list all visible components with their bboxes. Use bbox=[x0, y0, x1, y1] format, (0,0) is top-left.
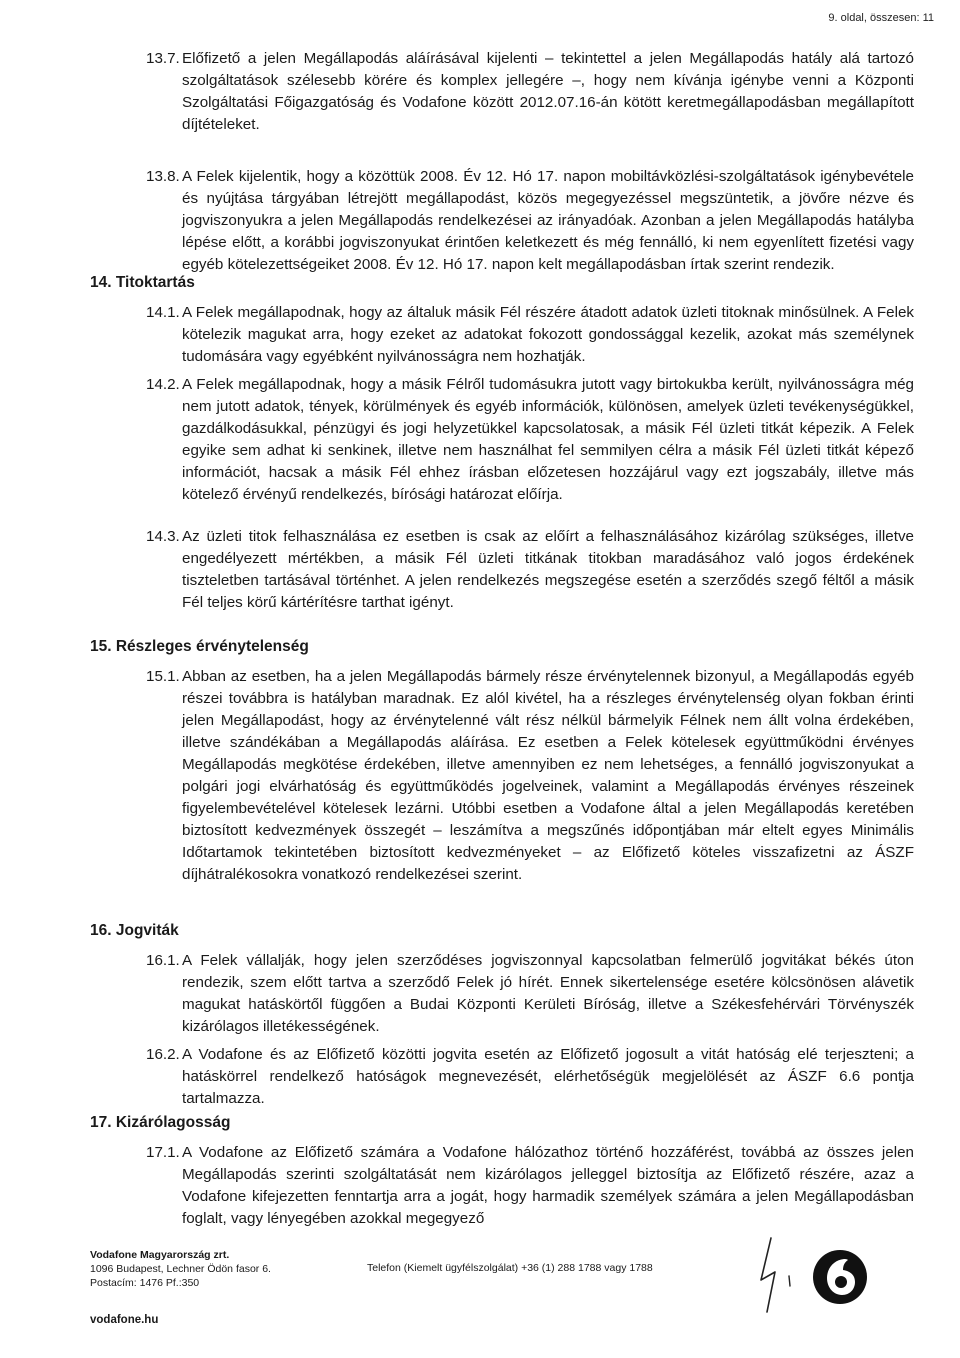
clause-17-1 bbox=[146, 1142, 914, 1230]
clause-text: Az üzleti titok felhasználása ez esetben is csak az előírt a felhasználásához kizárólag szükséges, illetve engedélyezett mértékben, a másik Fél üzleti titkának titokban maradásához való jogos érdekének tiszteletben tartásával történhet. A jelen rendelkezés megszegése esetén a szerződés szegő féltől a másik Fél teljes körű kártérítésre tarthat igényt. bbox=[182, 528, 914, 611]
vodafone-logo-icon bbox=[812, 1249, 868, 1310]
clause-text: A Felek megállapodnak, hogy az általuk másik Fél részére átadott adatok üzleti titoknak minősülnek. A Felek kötelezik magukat arra, hogy ezeket az adatokat fokozott gondossággal kezelik, azokat más személynek tudomására vagy egyébként nyilvánosságra nem hozhatják. bbox=[182, 304, 914, 365]
clause-number: 15.1. bbox=[146, 668, 180, 685]
clause-number: 13.7. bbox=[146, 50, 180, 67]
clause-text: A Vodafone az Előfizető számára a Vodafone hálózathoz történő hozzáférést, továbbá az összes jelen Megállapodás szerinti szolgáltatását nem kizárólagos jelleggel biztosítja az Előfizető részére, azaz a Vodafone kifejezetten fenntartja arra a jogát, hogy harmadik személyek számára a jelen Megállapodásban foglalt, vagy lényegében azokkal megegyező bbox=[182, 1144, 914, 1227]
company-postal: Postacím: 1476 Pf.:350 bbox=[90, 1277, 200, 1289]
clause-number: 16.2. bbox=[146, 1046, 180, 1063]
section-heading-16: 16. Jogviták bbox=[90, 922, 179, 939]
clause-16-2 bbox=[146, 1044, 914, 1110]
clause-number: 14.2. bbox=[146, 376, 180, 393]
company-name: Vodafone Magyarország zrt. bbox=[90, 1249, 230, 1261]
clause-16-1 bbox=[146, 950, 914, 1038]
section-heading-17: 17. Kizárólagosság bbox=[90, 1114, 231, 1131]
clause-13-8 bbox=[146, 166, 914, 276]
clause-14-2 bbox=[146, 374, 914, 506]
clause-text: A Felek vállalják, hogy jelen szerződéses jogviszonnyal kapcsolatban felmerülő jogvitákat békés úton rendezik, szem előtt tartva a szerződő Felek jó hírét. Ennek sikertelensége esetére kölcsönösen alávetik magukat hatáskörtől függően a Budai Központi Kerületi Bíróság, illetve a Székesfehérvári Törvényszék kizárólagos illetékességének. bbox=[182, 952, 914, 1035]
clause-text: A Vodafone és az Előfizető közötti jogvita esetén az Előfizető jogosult a vitát hatóság elé terjeszteni; a hatáskörrel rendelkező hatóságok megnevezését, elérhetőségük megjelölését az ÁSZF 6.6 pontja tartalmazza. bbox=[182, 1046, 914, 1107]
section-heading-15: 15. Részleges érvénytelenség bbox=[90, 638, 309, 655]
clause-number: 17.1. bbox=[146, 1144, 180, 1161]
clause-text: Előfizető a jelen Megállapodás aláírásával kijelenti – tekintettel a jelen Megállapodás hatály alá tartozó szolgáltatások szélesebb körére és komplex jellegére –, hogy nem kívánja igénybe venni a Központi Szolgáltatási Főigazgatóság és Vodafone között 2012.07.16-án kötött keretmegállapodásban megállapított díjtételeket. bbox=[182, 50, 914, 133]
clause-13-7 bbox=[146, 48, 914, 136]
clause-number: 13.8. bbox=[146, 168, 180, 185]
clause-number: 14.3. bbox=[146, 528, 180, 545]
section-heading-14: 14. Titoktartás bbox=[90, 274, 195, 291]
signature-icon bbox=[745, 1232, 805, 1323]
clause-text: Abban az esetben, ha a jelen Megállapodás bármely része érvénytelennek bizonyul, a Megállapodás egyéb részei továbbra is hatályban maradnak. Ez alól kivétel, ha a részleges érvénytelenség olyan fokban érinti jelen Megállapodást, hogy az érvénytelenné vált rész nélkül bármelyik Félnek nem állt volna érdekében, illetve szándékában a Megállapodás aláírása. Ez esetben a Felek kötelesek együttműködni érvényes Megállapodás megkötése érdekében, illetve amennyiben ez nem lehetséges, a fennálló jogviszonyukat a polgári jogi elvárhatóság és együttműködés jogelveinek, valamint a Megállapodás érvényes részeinek figyelembevételével kötelesek lezárni. Utóbbi esetben a Vodafone által a jelen Megállapodás keretében biztosított kedvezmények összegét – leszámítva a megszűnés időpontjában már eltelt egyes Minimális Időtartamok tekintetében biztosított kedvezményeket – az Előfizető köteles visszafizetni az ÁSZF díjhátralékosokra vonatkozó rendelkezései szerint. bbox=[182, 668, 914, 883]
footer-company bbox=[90, 1248, 271, 1290]
clause-text: A Felek kijelentik, hogy a közöttük 2008. Év 12. Hó 17. napon mobiltávközlési-szolgáltatások igénybevétele és nyújtása tárgyában létrejött megállapodást, közös megegyezéssel megszüntetik, a jövőre nézve és jogviszonyukra a jelen Megállapodás rendelkezései az irányadóak. Azonban a jelen Megállapodás hatályba lépése előtt, a korábbi jogviszonyukat érintően keletkezett és még fennálló, ki nem egyenlített fizetési vagy egyéb kötelezettségeiket 2008. Év 12. Hó 17. napon kelt megállapodásban írtak szerint rendezik. bbox=[182, 168, 914, 273]
footer-website-link[interactable]: vodafone.hu bbox=[90, 1314, 159, 1326]
page-indicator: 9. oldal, összesen: 11 bbox=[828, 12, 934, 24]
clause-number: 14.1. bbox=[146, 304, 180, 321]
clause-text: A Felek megállapodnak, hogy a másik Félről tudomásukra jutott vagy birtokukba került, nyilvánosságra még nem jutott adatok, tények, körülmények és egyéb információk, különösen, amelyek üzleti tevékenységükkel, gazdálkodásukkal, pénzügyi és jogi helyzetükkel kapcsolatosak, a másik Fél üzleti titkát képezik. A Felek egyike sem adhat ki senkinek, illetve nem használhat fel semmilyen célra a másik Fél üzleti titkát képező információt, hacsak a másik Fél ehhez írásban előzetesen hozzájárul vagy ezt jogszabály, illetve más kötelező érvényű rendelkezés, bírósági határozat előírja. bbox=[182, 376, 914, 503]
clause-14-1 bbox=[146, 302, 914, 368]
clause-14-3 bbox=[146, 526, 914, 614]
company-address: 1096 Budapest, Lechner Ödön fasor 6. bbox=[90, 1263, 271, 1275]
footer-phone: Telefon (Kiemelt ügyfélszolgálat) +36 (1) 288 1788 vagy 1788 bbox=[367, 1262, 653, 1274]
clause-15-1 bbox=[146, 666, 914, 886]
clause-number: 16.1. bbox=[146, 952, 180, 969]
